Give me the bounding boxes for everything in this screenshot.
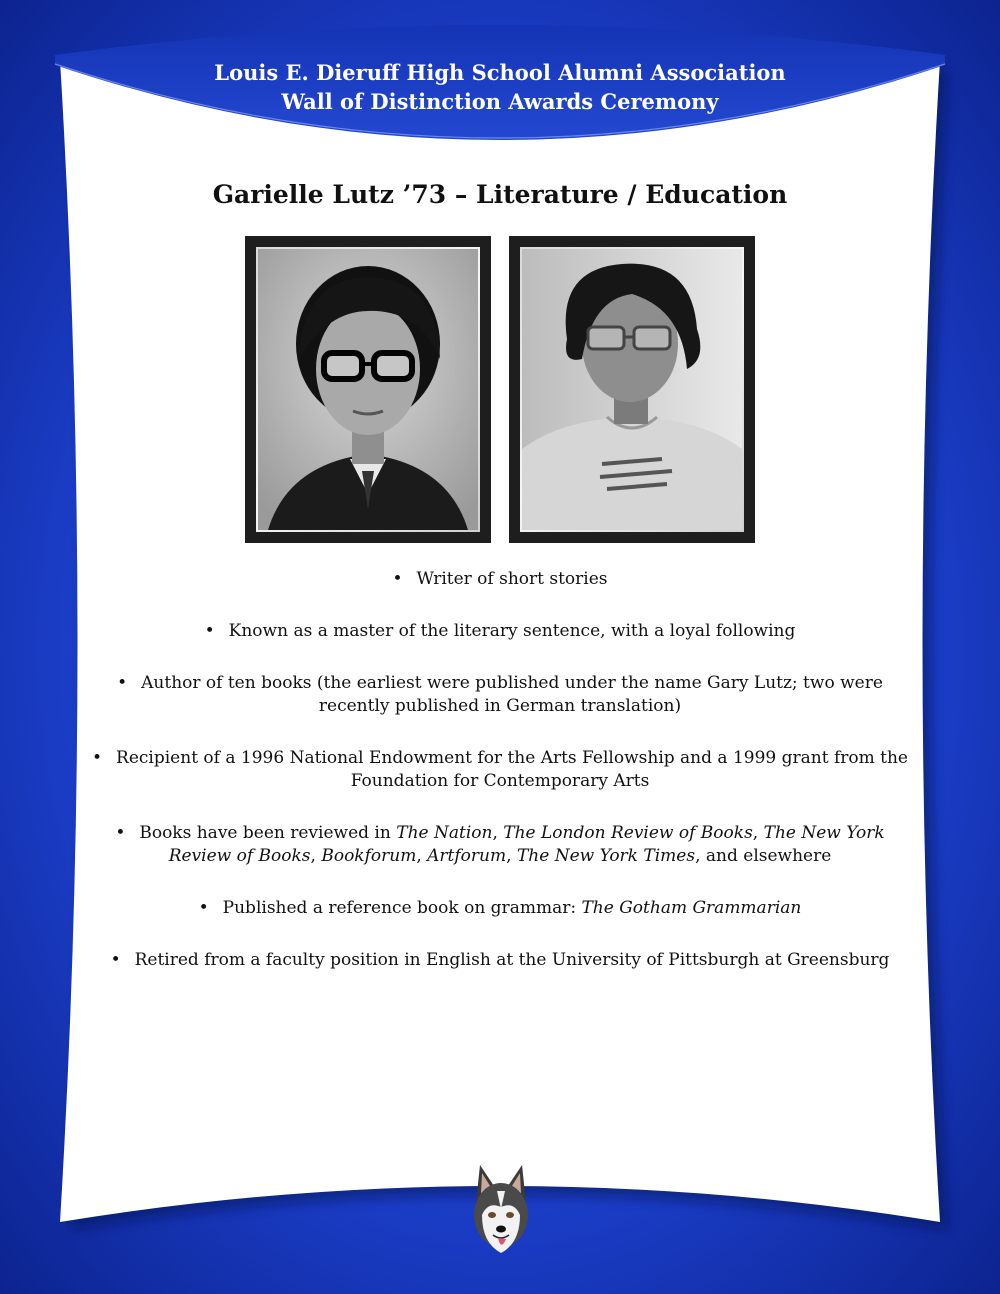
header-title (0, 58, 1000, 116)
item-text: Author of ten books (the earliest were published under the name Gary Lutz; two were recently published in German translation) (141, 673, 883, 716)
publication-title: Bookforum (321, 846, 417, 866)
bullet-dot: • (115, 823, 126, 843)
item-text: , (506, 846, 517, 866)
item-text: Writer of short stories (416, 569, 608, 589)
publication-title: The London Review of Books (503, 823, 753, 843)
list-item (90, 568, 910, 591)
item-text: Books have been reviewed in (139, 823, 397, 843)
bullet-dot: • (204, 621, 215, 641)
bullet-dot: • (110, 950, 121, 970)
item-text: Known as a master of the literary sentence, with a loyal following (228, 621, 796, 641)
header-line-2: Wall of Distinction Awards Ceremony (281, 89, 719, 114)
item-text: , and elsewhere (695, 846, 832, 866)
item-text: , (492, 823, 504, 843)
item-text: Retired from a faculty position in English at the University of Pittsburgh at Greensburg (134, 950, 890, 970)
list-item (90, 897, 910, 920)
publication-title: The New York Times (516, 846, 696, 866)
list-item (90, 822, 910, 868)
bullet-dot: • (92, 748, 103, 768)
list-item (90, 949, 910, 972)
item-text: Recipient of a 1996 National Endowment for the Arts Fellowship and a 1999 grant from the Foundation for Contemporary Arts (116, 748, 908, 791)
accomplishments-list (90, 568, 910, 1001)
list-item (90, 672, 910, 718)
publication-title: The Gotham Grammarian (581, 898, 802, 918)
left-photo-frame (245, 236, 491, 543)
list-item (90, 620, 910, 643)
publication-title: The New York Review of Books (168, 823, 885, 866)
recent-portrait-image (522, 249, 742, 530)
publication-title: Artforum (427, 846, 507, 866)
right-photo-frame (509, 236, 755, 543)
item-text: , (416, 846, 428, 866)
bullet-dot: • (117, 673, 128, 693)
header-line-1: Louis E. Dieruff High School Alumni Association (214, 60, 786, 85)
item-text: Published a reference book on grammar: (222, 898, 582, 918)
item-text: , (752, 823, 764, 843)
list-item (90, 747, 910, 793)
item-text: , (310, 846, 322, 866)
honoree-title: Garielle Lutz ’73 – Literature / Education (212, 180, 788, 209)
bullet-dot: • (392, 569, 403, 589)
husky-mascot-icon (468, 1163, 534, 1261)
bullet-dot: • (198, 898, 209, 918)
yearbook-portrait-image (258, 249, 478, 530)
publication-title: The Nation (396, 823, 493, 843)
